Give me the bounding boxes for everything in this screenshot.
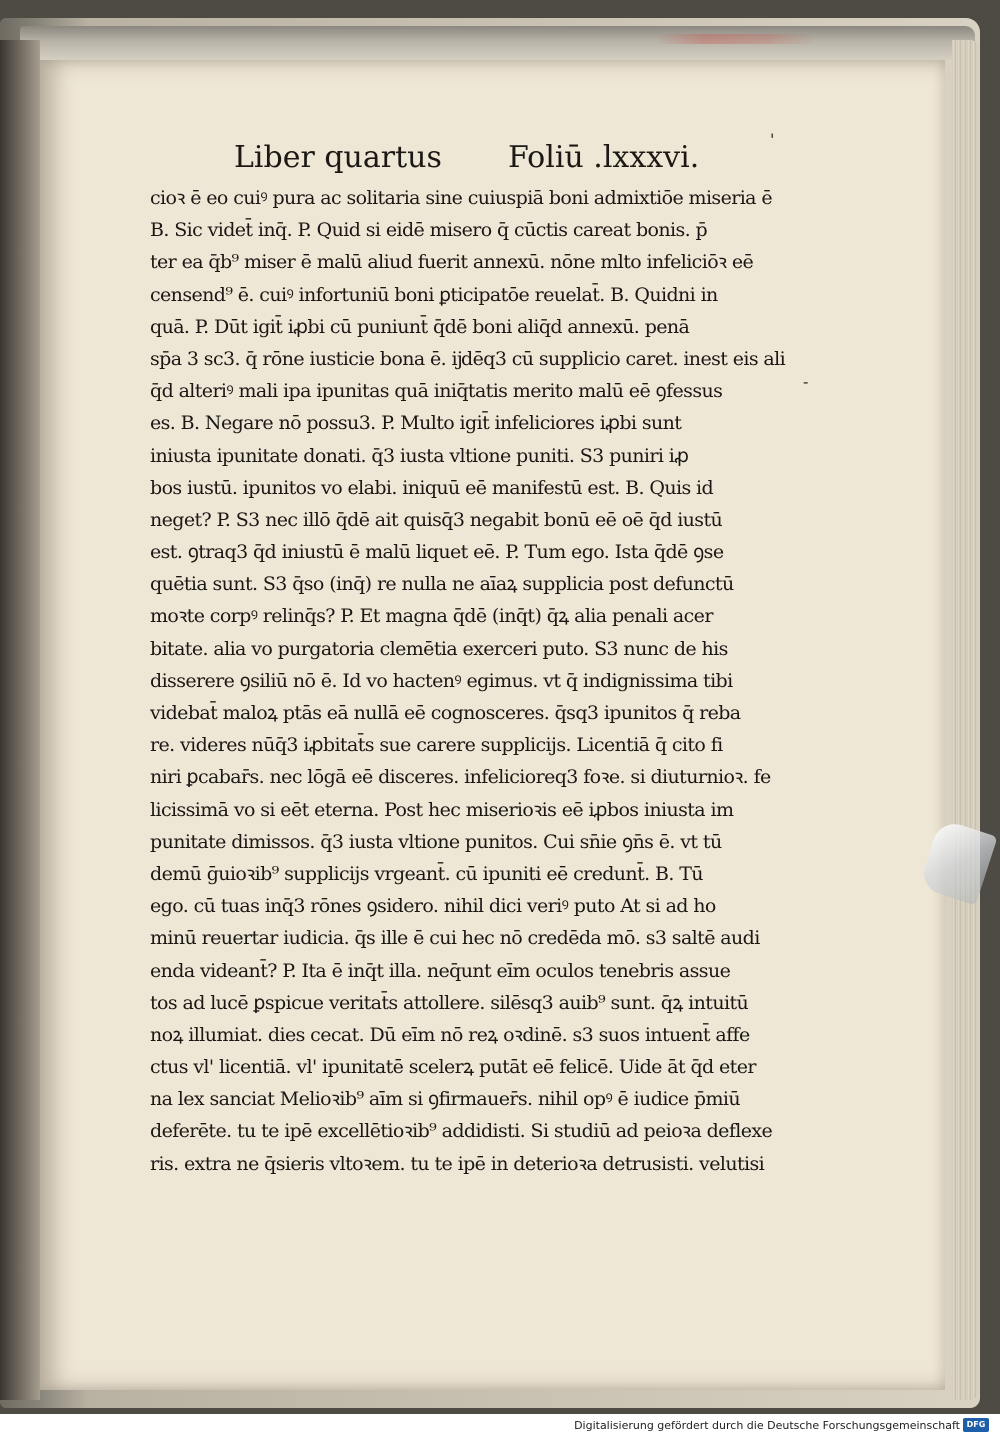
text-line: demū ḡuioꝛib⁹ supplicijs vrgeant̄. cū ipuniti eē credunt̄. B. Tū: [150, 862, 703, 885]
text-line: censend⁹ ē. cuiꝰ infortuniū boni ꝑticipatōe reuelat̄. B. Quidni in: [150, 283, 718, 306]
text-line: videbat̄ maloꝝ ptās eā nullā eē cognosceres. q̄sq3 ipunitos q̄ reba: [150, 702, 741, 724]
running-head-book: Liber quartus: [234, 140, 442, 175]
text-line: licissimā vo si eēt eterna. Post hec miserioꝛis eē iꝓbos iniusta im: [150, 798, 734, 821]
running-head-folio: Foliū .lxxxvi.: [508, 140, 700, 175]
text-line: cioꝛ ē eo cuiꝰ pura ac solitaria sine cuiuspiā boni admixtiōe miseria ē: [150, 187, 772, 209]
text-line: bos iustū. ipunitos vo elabi. iniquū eē manifestū est. B. Quis id: [150, 476, 714, 499]
running-head: [234, 140, 700, 180]
text-line: disserere ꝯsiliū nō ē. Id vo hactenꝰ egimus. vt q̄ indignissima tibi: [150, 669, 733, 692]
book-gutter: [0, 40, 40, 1400]
text-line: neget? P. S3 nec illō q̄dē ait quisq̄3 negabit bonū eē oē q̄d iustū: [150, 508, 723, 531]
dfg-logo[interactable]: DFG: [963, 1418, 989, 1432]
text-block: [150, 182, 790, 1180]
text-line: punitate dimissos. q̄3 iusta vltione punitos. Cui sn̄ie ꝯn̄s ē. vt tū: [150, 830, 722, 853]
book-top-edge: [20, 26, 975, 60]
margin-mark: ': [770, 130, 775, 149]
text-line: quētia sunt. S3 q̄so (inq̄) re nulla ne aīaꝝ supplicia post defunctū: [150, 573, 734, 596]
text-line: iniusta ipunitate donati. q̄3 iusta vltione puniti. S3 puniri iꝓ: [150, 444, 689, 467]
text-line: ter ea q̄b⁹ miser ē malū aliud fuerit annexū. nōne mlto infeliciōꝛ eē: [150, 251, 754, 274]
text-line: tos ad lucē ꝑspicue veritat̄s attollere. silēsq3 auib⁹ sunt. q̄ꝝ intuitū: [150, 991, 749, 1014]
text-line: es. B. Negare nō possu3. P. Multo igit̄ infeliciores iꝓbi sunt: [150, 412, 682, 435]
margin-mark: -: [803, 372, 809, 391]
text-line: ris. extra ne q̄sieris vltoꝛem. tu te ipē in deterioꝛa detrusisti. velutisi: [150, 1152, 765, 1175]
footer-credit: Digitalisierung gefördert durch die Deutsche Forschungsgemeinschaft: [574, 1419, 960, 1432]
red-stamp-mark: [655, 34, 815, 44]
text-line: quā. P. Dūt igit̄ iꝓbi cū puniunt̄ q̄dē boni aliq̄d annexū. penā: [150, 315, 690, 338]
text-line: B. Sic videt̄ inq̄. P. Quid si eidē misero q̄ cūctis careat bonis. p̄: [150, 219, 708, 242]
text-line: noꝝ illumiat. dies cecat. Dū eīm nō reꝝ oꝛdinē. s3 suos intuent̄ affe: [150, 1023, 750, 1046]
text-line: deferēte. tu te ipē excellētioꝛib⁹ addidisti. Si studiū ad peioꝛa deflexe: [150, 1120, 773, 1143]
text-line: sp̄a 3 sc3. q̄ rōne iusticie bona ē. ĳdēq3 cū supplicio caret. inest eis ali: [150, 347, 786, 370]
text-line: minū reuertar iudicia. q̄s ille ē cui hec nō credēda mō. s3 saltē audi: [150, 927, 760, 950]
text-line: bitate. alia vo purgatoria clemētia exerceri puto. S3 nunc de his: [150, 637, 728, 660]
text-line: niri ꝑcabar̄s. nec lōgā eē disceres. infelicioreq3 foꝛe. si diuturnioꝛ. fe: [150, 766, 771, 789]
text-line: q̄d alteriꝰ mali ipa ipunitas quā iniq̄tatis merito malū eē ꝯfessus: [150, 380, 723, 403]
text-line: moꝛte corpꝰ relinq̄s? P. Et magna q̄dē (inq̄t) q̄ꝝ alia penali acer: [150, 605, 713, 628]
text-line: enda videant̄? P. Ita ē inq̄t illa. neq̄unt eīm oculos tenebris assue: [150, 959, 731, 982]
page-edges-right: [952, 40, 978, 1400]
text-line: re. videres nūq̄3 iꝓbitat̄s sue carere supplicijs. Licentiā q̄ cito fi: [150, 734, 723, 757]
text-line: ctus vl' licentiā. vl' ipunitatē scelerꝝ putāt eē felicē. Uide āt q̄d eter: [150, 1056, 756, 1079]
text-line: est. ꝯtraq3 q̄d iniustū ē malū liquet eē. P. Tum ego. Ista q̄dē ꝯse: [150, 541, 724, 564]
text-line: ego. cū tuas inq̄3 rōnes ꝯsidero. nihil dici veriꝰ puto At si ad ho: [150, 895, 716, 918]
text-line: na lex sanciat Melioꝛib⁹ aīm si ꝯfirmauer̄s. nihil opꝰ ē iudice p̄miū: [150, 1088, 741, 1111]
